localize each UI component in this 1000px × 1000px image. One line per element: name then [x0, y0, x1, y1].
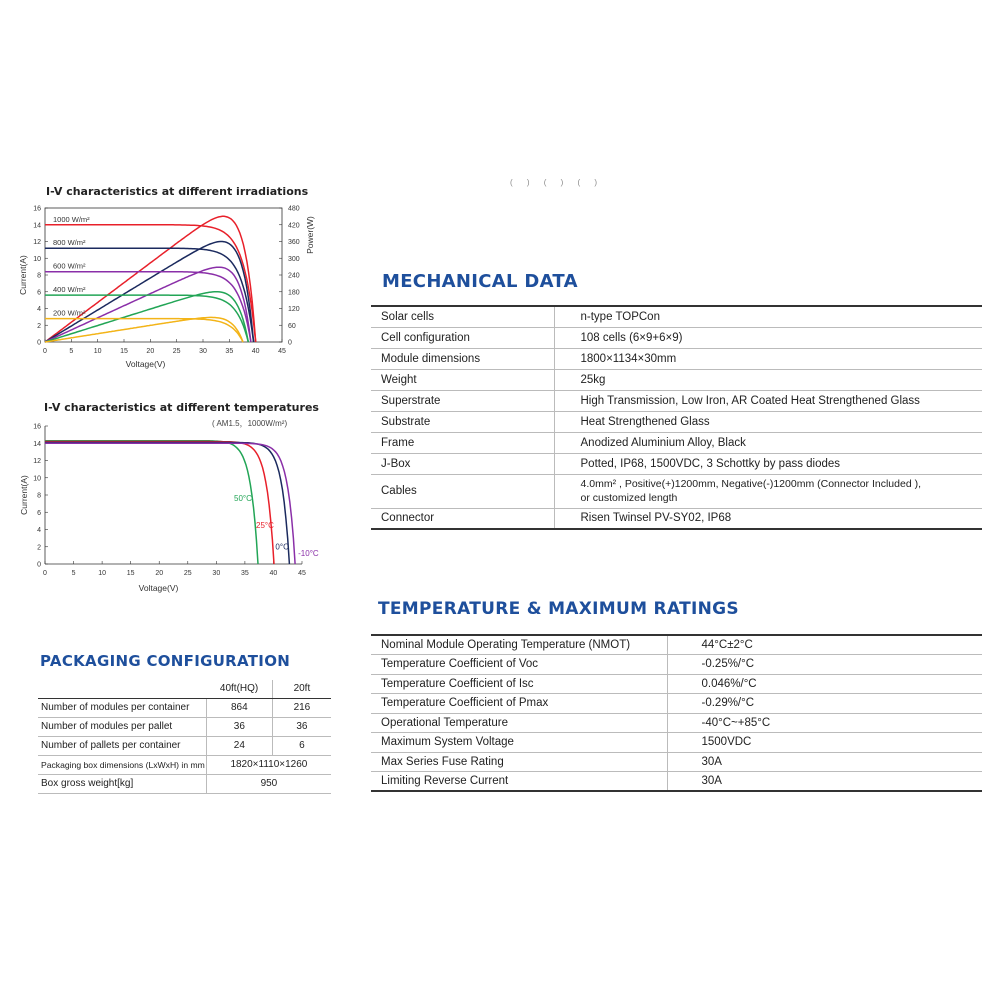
- y-tick-label: 10: [33, 255, 41, 263]
- mechanical-label: J-Box: [371, 453, 554, 474]
- x-tick-label: 40: [269, 570, 278, 577]
- packaging-value-40ft: 36: [206, 717, 272, 736]
- packaging-value-40ft: 24: [206, 736, 272, 755]
- packaging-value-20ft: 216: [272, 698, 331, 717]
- mechanical-row: [371, 508, 982, 529]
- temperature-row: [371, 772, 982, 792]
- y2-tick-label: 240: [288, 272, 300, 280]
- y-tick-label: 2: [37, 322, 41, 330]
- packaging-label: Number of pallets per container: [38, 736, 206, 755]
- mechanical-row: [371, 390, 982, 411]
- mechanical-label: Cell configuration: [371, 327, 554, 348]
- y2-tick-label: 120: [288, 306, 300, 313]
- temperature-row: [371, 694, 982, 714]
- y2-tick-label: 300: [288, 255, 300, 263]
- x-tick-label: 45: [298, 570, 306, 577]
- chart1-title: I-V characteristics at different irradiations: [46, 185, 309, 198]
- mechanical-label: Cables: [371, 474, 554, 508]
- temperature-label: Temperature Coefficient of Isc: [371, 674, 667, 694]
- packaging-row: [38, 736, 331, 755]
- y2-tick-label: 0: [288, 339, 292, 347]
- y-tick-label: 8: [37, 492, 41, 500]
- x-tick-label: 5: [69, 348, 74, 355]
- y-tick-label: 14: [33, 440, 41, 448]
- series-label: 200 W/m²: [53, 308, 86, 318]
- packaging-col-40ft: 40ft(HQ): [206, 680, 272, 698]
- temperature-row: [371, 713, 982, 733]
- packaging-table: [38, 680, 331, 794]
- temperature-table: [371, 634, 982, 792]
- mechanical-value: [554, 474, 982, 508]
- packaging-value-20ft: 36: [272, 717, 331, 736]
- series-label: 600 W/m²: [53, 261, 86, 271]
- y-tick-label: 6: [37, 289, 41, 297]
- mechanical-row: [371, 453, 982, 474]
- temperature-row: [371, 635, 982, 655]
- series-label: 800 W/m²: [53, 238, 86, 248]
- mechanical-value: 1800×1134×30mm: [554, 348, 982, 369]
- x-tick-label: 15: [120, 348, 128, 355]
- series-label: -10°C: [298, 549, 319, 559]
- mechanical-value: Potted, IP68, 1500VDC, 3 Schottky by pass diodes: [554, 453, 982, 474]
- y2-tick-label: 180: [288, 289, 300, 297]
- x-tick-label: 30: [212, 570, 221, 577]
- x-tick-label: 15: [126, 570, 135, 577]
- series-label: 25°C: [256, 520, 274, 530]
- series-label: 0°C: [275, 542, 289, 552]
- mechanical-table: [371, 305, 982, 530]
- mechanical-label: Substrate: [371, 411, 554, 432]
- mechanical-value: 25kg: [554, 369, 982, 390]
- packaging-label: Box gross weight[kg]: [38, 774, 206, 793]
- y2-tick-label: 60: [288, 322, 296, 330]
- packaging-row: [38, 755, 331, 774]
- y-tick-label: 0: [37, 561, 41, 569]
- mechanical-value: n-type TOPCon: [554, 306, 982, 327]
- packaging-col-20ft: 20ft: [272, 680, 331, 698]
- packaging-row: [38, 717, 331, 736]
- temperature-label: Max Series Fuse Rating: [371, 752, 667, 772]
- mechanical-label: Connector: [371, 508, 554, 529]
- mechanical-value-line2: or customized length: [580, 492, 678, 504]
- x-tick-label: 40: [251, 348, 260, 355]
- mechanical-row: [371, 432, 982, 453]
- temperature-label: Limiting Reverse Current: [371, 772, 667, 792]
- x-tick-label: 0: [43, 570, 47, 577]
- mechanical-value: 108 cells (6×9+6×9): [554, 327, 982, 348]
- temperature-label: Temperature Coefficient of Pmax: [371, 694, 667, 714]
- temperature-value: 0.046%/°C: [667, 674, 982, 694]
- y-tick-label: 4: [37, 527, 41, 534]
- y-tick-label: 12: [33, 458, 41, 465]
- mechanical-row: [371, 369, 982, 390]
- y-tick-label: 16: [33, 205, 41, 213]
- x-tick-label: 35: [225, 348, 234, 355]
- mechanical-row: [371, 306, 982, 327]
- packaging-value-20ft: 6: [272, 736, 331, 755]
- mechanical-value: Risen Twinsel PV-SY02, IP68: [554, 508, 982, 529]
- temperature-row: [371, 655, 982, 675]
- x-tick-label: 25: [172, 348, 181, 355]
- y-tick-label: 8: [37, 272, 41, 280]
- y-tick-label: 2: [37, 544, 41, 552]
- iv-curve: [45, 319, 243, 343]
- temperature-title: TEMPERATURE & MAXIMUM RATINGS: [378, 599, 739, 619]
- mechanical-label: Superstrate: [371, 390, 554, 411]
- iv-curve: [45, 441, 258, 564]
- temperature-row: [371, 674, 982, 694]
- x-tick-label: 0: [43, 348, 47, 355]
- y-tick-label: 4: [37, 306, 41, 313]
- iv-irradiance-chart: [0, 198, 330, 378]
- temperature-value: -40°C~+85°C: [667, 713, 982, 733]
- temperature-value: -0.29%/°C: [667, 694, 982, 714]
- x-tick-label: 10: [98, 570, 107, 577]
- packaging-row: [38, 698, 331, 717]
- mechanical-row: [371, 348, 982, 369]
- packaging-value-40ft: 864: [206, 698, 272, 717]
- chart2-title: I-V characteristics at different temperatures: [44, 401, 319, 414]
- x-tick-label: 20: [155, 570, 164, 577]
- mechanical-row: [371, 327, 982, 348]
- temperature-value: -0.25%/°C: [667, 655, 982, 675]
- y2-tick-label: 360: [288, 239, 300, 246]
- x-tick-label: 5: [71, 570, 76, 577]
- temperature-label: Operational Temperature: [371, 713, 667, 733]
- header-fragment: ( ) ( ) ( ): [510, 178, 604, 187]
- y-tick-label: 12: [33, 239, 41, 246]
- temperature-label: Maximum System Voltage: [371, 733, 667, 753]
- series-label: 1000 W/m²: [53, 214, 90, 224]
- temperature-row: [371, 733, 982, 753]
- y-tick-label: 14: [33, 222, 41, 230]
- series-label: 50°C: [234, 494, 252, 504]
- packaging-label: Number of modules per pallet: [38, 717, 206, 736]
- temperature-value: 1500VDC: [667, 733, 982, 753]
- mechanical-label: Solar cells: [371, 306, 554, 327]
- iv-temperature-chart: [0, 415, 330, 600]
- y2-tick-label: 480: [288, 205, 300, 213]
- mechanical-label: Module dimensions: [371, 348, 554, 369]
- mechanical-value: High Transmission, Low Iron, AR Coated Heat Strengthened Glass: [554, 390, 982, 411]
- packaging-label: Packaging box dimensions (LxWxH) in mm: [38, 755, 206, 774]
- packaging-value: 1820×1110×1260: [206, 755, 331, 774]
- y-axis-label: Current(A): [19, 475, 29, 515]
- x-tick-label: 45: [278, 348, 286, 355]
- packaging-label: Number of modules per container: [38, 698, 206, 717]
- mechanical-row: [371, 474, 982, 508]
- series-label: 400 W/m²: [53, 285, 86, 295]
- temperature-row: [371, 752, 982, 772]
- chart2-subtitle: ( AM1.5，1000W/m²): [212, 419, 288, 428]
- y-tick-label: 10: [33, 475, 41, 483]
- x-tick-label: 25: [183, 570, 192, 577]
- temperature-value: 30A: [667, 772, 982, 792]
- y-tick-label: 0: [37, 339, 41, 347]
- x-tick-label: 30: [199, 348, 207, 355]
- mechanical-value-line1: 4.0mm² , Positive(+)1200mm, Negative(-)1200mm (Connector Included ),: [580, 478, 922, 490]
- mechanical-row: [371, 411, 982, 432]
- iv-curve: [45, 272, 251, 342]
- packaging-value: 950: [206, 774, 331, 793]
- temperature-label: Nominal Module Operating Temperature (NMOT): [371, 635, 667, 655]
- temperature-label: Temperature Coefficient of Voc: [371, 655, 667, 675]
- mechanical-value: Heat Strengthened Glass: [554, 411, 982, 432]
- x-axis-label: Voltage(V): [138, 583, 179, 593]
- y-tick-label: 16: [33, 423, 41, 431]
- mechanical-label: Frame: [371, 432, 554, 453]
- mechanical-value: Anodized Aluminium Alloy, Black: [554, 432, 982, 453]
- y2-tick-label: 420: [288, 222, 300, 230]
- y-tick-label: 6: [37, 509, 41, 517]
- mechanical-label: Weight: [371, 369, 554, 390]
- temperature-value: 30A: [667, 752, 982, 772]
- x-axis-label: Voltage(V): [125, 359, 166, 369]
- mechanical-title: MECHANICAL DATA: [382, 271, 578, 292]
- packaging-header-blank: [38, 680, 206, 698]
- x-tick-label: 20: [146, 348, 155, 355]
- x-tick-label: 35: [240, 570, 249, 577]
- power-curve: [45, 267, 251, 342]
- packaging-title: PACKAGING CONFIGURATION: [40, 652, 291, 670]
- iv-curve: [45, 443, 295, 564]
- y-axis-label: Current(A): [18, 255, 28, 295]
- temperature-value: 44°C±2°C: [667, 635, 982, 655]
- packaging-row: [38, 774, 331, 793]
- y2-axis-label: Power(W): [305, 216, 315, 254]
- x-tick-label: 10: [93, 348, 102, 355]
